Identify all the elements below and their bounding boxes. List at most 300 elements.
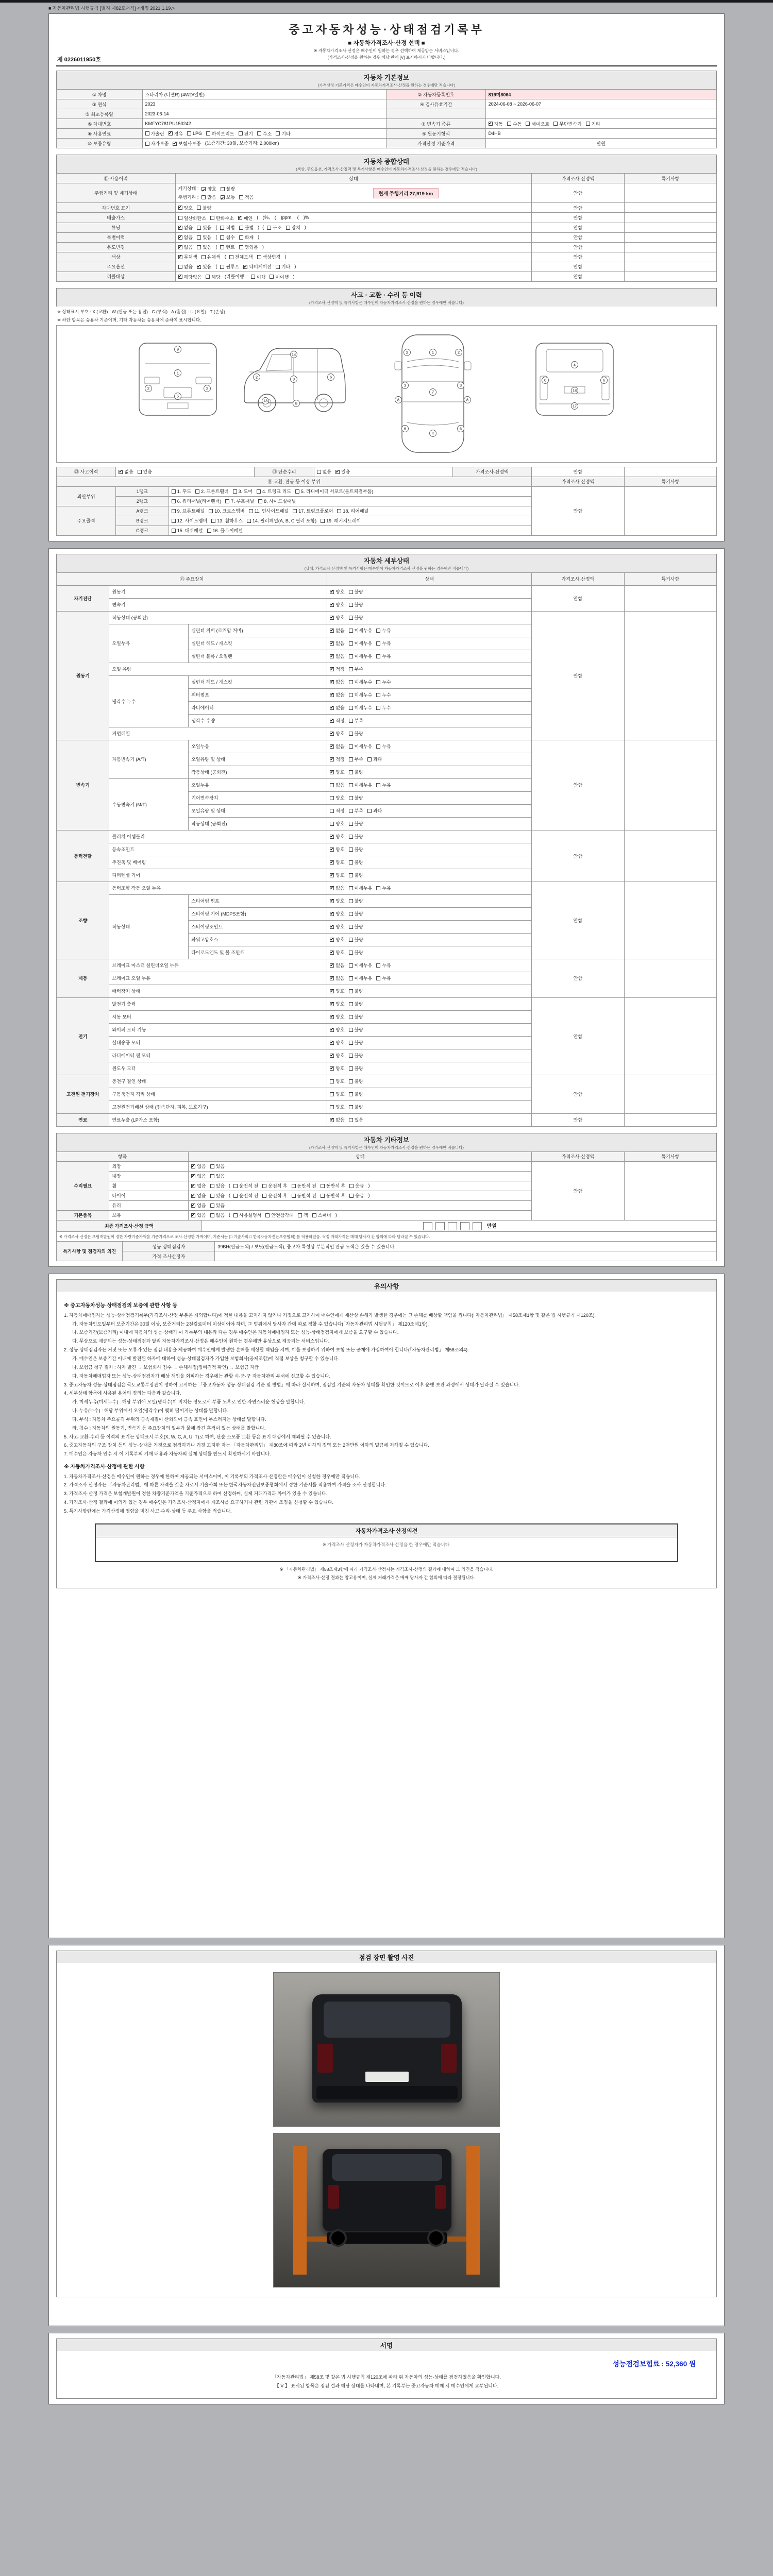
unchecked-checkbox-icon[interactable] xyxy=(210,1174,214,1178)
unchecked-checkbox-icon[interactable] xyxy=(292,1194,296,1198)
unchecked-checkbox-icon[interactable] xyxy=(210,1204,214,1208)
unchecked-checkbox-icon[interactable] xyxy=(376,654,380,658)
unchecked-checkbox-icon[interactable] xyxy=(376,693,380,697)
unchecked-checkbox-icon[interactable] xyxy=(209,509,213,513)
checkbox-없음[interactable] xyxy=(330,975,344,981)
checkbox-있음[interactable] xyxy=(197,224,211,231)
unchecked-checkbox-icon[interactable] xyxy=(145,142,149,146)
checkbox-10. 크로스멤버[interactable] xyxy=(209,507,244,514)
checkbox-응급[interactable] xyxy=(349,1192,364,1199)
checkbox-해당없음[interactable] xyxy=(178,274,202,280)
checked-checkbox-icon[interactable] xyxy=(330,1054,334,1058)
checkbox-양호[interactable] xyxy=(178,205,193,211)
unchecked-checkbox-icon[interactable] xyxy=(376,706,380,710)
unchecked-checkbox-icon[interactable] xyxy=(210,1194,214,1198)
unchecked-checkbox-icon[interactable] xyxy=(367,757,372,761)
unchecked-checkbox-icon[interactable] xyxy=(349,667,353,671)
unchecked-checkbox-icon[interactable] xyxy=(220,265,224,269)
checkbox-불량[interactable] xyxy=(349,730,363,737)
unchecked-checkbox-icon[interactable] xyxy=(330,809,334,813)
checkbox-11. 인사이드패널[interactable] xyxy=(249,507,289,514)
unchecked-checkbox-icon[interactable] xyxy=(197,226,201,230)
unchecked-checkbox-icon[interactable] xyxy=(321,1194,325,1198)
unchecked-checkbox-icon[interactable] xyxy=(376,629,380,633)
checkbox-있음[interactable] xyxy=(210,1163,225,1170)
checkbox-불량[interactable] xyxy=(349,859,363,866)
checkbox-양호[interactable] xyxy=(330,1013,344,1020)
checked-checkbox-icon[interactable] xyxy=(197,265,201,269)
checkbox-없음[interactable] xyxy=(330,743,344,750)
unchecked-checkbox-icon[interactable] xyxy=(321,1184,325,1188)
unchecked-checkbox-icon[interactable] xyxy=(349,744,353,749)
unchecked-checkbox-icon[interactable] xyxy=(257,131,261,135)
checkbox-불량[interactable] xyxy=(349,1065,363,1072)
checked-checkbox-icon[interactable] xyxy=(330,1118,334,1122)
checkbox-12. 사이드멤버[interactable] xyxy=(172,517,207,524)
checkbox-자가보증[interactable] xyxy=(145,140,169,147)
unchecked-checkbox-icon[interactable] xyxy=(376,976,380,980)
checkbox-불량[interactable] xyxy=(349,910,363,917)
checkbox-없음[interactable] xyxy=(119,468,133,475)
checkbox-14. 필러패널(A, B, C 필러 포함)[interactable] xyxy=(247,517,316,524)
checkbox-무단변속기[interactable] xyxy=(553,121,581,127)
checkbox-불량[interactable] xyxy=(197,205,211,211)
unchecked-checkbox-icon[interactable] xyxy=(349,1105,353,1109)
checkbox-없음[interactable] xyxy=(330,1116,344,1123)
checkbox-기타[interactable] xyxy=(276,130,290,137)
checkbox-동반석 전[interactable] xyxy=(292,1192,316,1199)
checkbox-있음[interactable] xyxy=(210,1202,225,1209)
checkbox-있음[interactable] xyxy=(191,1212,206,1218)
checkbox-불량[interactable] xyxy=(349,936,363,943)
checkbox-미세누유[interactable] xyxy=(349,640,373,647)
unchecked-checkbox-icon[interactable] xyxy=(210,1164,214,1168)
checked-checkbox-icon[interactable] xyxy=(173,142,177,146)
checkbox-적정[interactable] xyxy=(330,756,344,762)
unchecked-checkbox-icon[interactable] xyxy=(337,509,341,513)
unchecked-checkbox-icon[interactable] xyxy=(507,122,511,126)
checked-checkbox-icon[interactable] xyxy=(335,470,340,474)
checkbox-매연[interactable] xyxy=(238,215,253,222)
unchecked-checkbox-icon[interactable] xyxy=(349,719,353,723)
unchecked-checkbox-icon[interactable] xyxy=(376,783,380,787)
checked-checkbox-icon[interactable] xyxy=(330,1066,334,1071)
checkbox-불량[interactable] xyxy=(349,846,363,853)
checkbox-양호[interactable] xyxy=(330,1104,344,1110)
checkbox-없음[interactable] xyxy=(191,1182,206,1189)
checkbox-불량[interactable] xyxy=(349,794,363,801)
checked-checkbox-icon[interactable] xyxy=(330,989,334,993)
unchecked-checkbox-icon[interactable] xyxy=(349,629,353,633)
unchecked-checkbox-icon[interactable] xyxy=(526,122,530,126)
checked-checkbox-icon[interactable] xyxy=(178,255,182,259)
unchecked-checkbox-icon[interactable] xyxy=(349,1054,353,1058)
checkbox-미세누유[interactable] xyxy=(349,743,373,750)
checkbox-불량[interactable] xyxy=(349,949,363,956)
checked-checkbox-icon[interactable] xyxy=(330,1002,334,1006)
checked-checkbox-icon[interactable] xyxy=(191,1194,195,1198)
unchecked-checkbox-icon[interactable] xyxy=(349,809,353,813)
checkbox-없음[interactable] xyxy=(330,627,344,634)
checked-checkbox-icon[interactable] xyxy=(178,226,182,230)
checkbox-LPG[interactable] xyxy=(187,131,202,136)
unchecked-checkbox-icon[interactable] xyxy=(349,783,353,787)
checkbox-없음[interactable] xyxy=(330,653,344,659)
checkbox-없음[interactable] xyxy=(330,704,344,711)
unchecked-checkbox-icon[interactable] xyxy=(201,255,206,259)
unchecked-checkbox-icon[interactable] xyxy=(172,529,176,533)
checkbox-불량[interactable] xyxy=(349,1052,363,1059)
checkbox-양호[interactable] xyxy=(330,859,344,866)
unchecked-checkbox-icon[interactable] xyxy=(206,275,210,279)
unchecked-checkbox-icon[interactable] xyxy=(172,519,176,523)
checkbox-6. 쿼터패널(리어휀더)[interactable] xyxy=(172,498,222,504)
checkbox-없음[interactable] xyxy=(191,1163,206,1170)
checkbox-누유[interactable] xyxy=(376,627,391,634)
checkbox-미세누유[interactable] xyxy=(349,975,373,981)
checkbox-16. 플로어패널[interactable] xyxy=(207,527,243,534)
unchecked-checkbox-icon[interactable] xyxy=(330,783,334,787)
unchecked-checkbox-icon[interactable] xyxy=(195,489,199,494)
unchecked-checkbox-icon[interactable] xyxy=(349,1041,353,1045)
checked-checkbox-icon[interactable] xyxy=(330,963,334,968)
unchecked-checkbox-icon[interactable] xyxy=(267,226,271,230)
unchecked-checkbox-icon[interactable] xyxy=(349,873,353,877)
checkbox-누유[interactable] xyxy=(376,885,391,891)
checked-checkbox-icon[interactable] xyxy=(191,1204,195,1208)
checked-checkbox-icon[interactable] xyxy=(169,131,173,135)
checkbox-불량[interactable] xyxy=(349,833,363,840)
unchecked-checkbox-icon[interactable] xyxy=(257,255,261,259)
checkbox-스패너[interactable] xyxy=(312,1212,331,1218)
unchecked-checkbox-icon[interactable] xyxy=(349,822,353,826)
checkbox-13. 휠하우스[interactable] xyxy=(211,517,243,524)
checked-checkbox-icon[interactable] xyxy=(330,848,334,852)
checkbox-있음[interactable] xyxy=(335,468,350,475)
unchecked-checkbox-icon[interactable] xyxy=(349,693,353,697)
checkbox-운전석 전[interactable] xyxy=(233,1192,258,1199)
checkbox-누수[interactable] xyxy=(376,704,391,711)
unchecked-checkbox-icon[interactable] xyxy=(349,860,353,865)
unchecked-checkbox-icon[interactable] xyxy=(276,131,280,135)
unchecked-checkbox-icon[interactable] xyxy=(312,1213,316,1217)
unchecked-checkbox-icon[interactable] xyxy=(292,1184,296,1188)
checkbox-불량[interactable] xyxy=(349,820,363,827)
checkbox-17. 트렁크플로어[interactable] xyxy=(293,507,333,514)
checkbox-불량[interactable] xyxy=(349,897,363,904)
unchecked-checkbox-icon[interactable] xyxy=(349,835,353,839)
checkbox-세미오토[interactable] xyxy=(526,121,549,127)
checkbox-누유[interactable] xyxy=(376,782,391,788)
unchecked-checkbox-icon[interactable] xyxy=(178,265,182,269)
checkbox-누유[interactable] xyxy=(376,743,391,750)
unchecked-checkbox-icon[interactable] xyxy=(172,499,176,503)
checked-checkbox-icon[interactable] xyxy=(330,590,334,594)
checked-checkbox-icon[interactable] xyxy=(330,757,334,761)
unchecked-checkbox-icon[interactable] xyxy=(349,1118,353,1122)
checkbox-적정[interactable] xyxy=(330,666,344,672)
checkbox-장치[interactable] xyxy=(286,224,300,231)
unchecked-checkbox-icon[interactable] xyxy=(247,519,251,523)
checkbox-불량[interactable] xyxy=(349,769,363,775)
checkbox-렌트[interactable] xyxy=(220,244,234,250)
checkbox-양호[interactable] xyxy=(330,1052,344,1059)
checkbox-미이행[interactable] xyxy=(270,274,289,280)
unchecked-checkbox-icon[interactable] xyxy=(276,265,280,269)
checkbox-기타[interactable] xyxy=(586,121,600,127)
unchecked-checkbox-icon[interactable] xyxy=(293,509,297,513)
unchecked-checkbox-icon[interactable] xyxy=(330,1079,334,1083)
checkbox-사용설명서[interactable] xyxy=(233,1212,261,1218)
unchecked-checkbox-icon[interactable] xyxy=(178,216,182,220)
checkbox-양호[interactable] xyxy=(330,949,344,956)
checkbox-자동[interactable] xyxy=(489,121,503,127)
checkbox-유채색[interactable] xyxy=(201,253,221,260)
checkbox-불량[interactable] xyxy=(349,1039,363,1046)
checkbox-양호[interactable] xyxy=(330,897,344,904)
checkbox-네비게이션[interactable] xyxy=(243,263,271,270)
unchecked-checkbox-icon[interactable] xyxy=(145,131,149,135)
checkbox-불량[interactable] xyxy=(349,923,363,930)
checkbox-양호[interactable] xyxy=(330,588,344,595)
checkbox-구조[interactable] xyxy=(267,224,281,231)
unchecked-checkbox-icon[interactable] xyxy=(349,848,353,852)
unchecked-checkbox-icon[interactable] xyxy=(233,1184,238,1188)
checked-checkbox-icon[interactable] xyxy=(489,122,493,126)
checkbox-전기[interactable] xyxy=(239,130,253,137)
checkbox-있음[interactable] xyxy=(138,468,152,475)
checkbox-양호[interactable] xyxy=(330,820,344,827)
checked-checkbox-icon[interactable] xyxy=(330,860,334,865)
checkbox-19. 패키지트레이[interactable] xyxy=(321,517,361,524)
checkbox-양호[interactable] xyxy=(330,1091,344,1097)
checkbox-있음[interactable] xyxy=(197,244,211,250)
unchecked-checkbox-icon[interactable] xyxy=(376,641,380,646)
checkbox-적정[interactable] xyxy=(330,717,344,724)
unchecked-checkbox-icon[interactable] xyxy=(330,822,334,826)
checkbox-양호[interactable] xyxy=(330,846,344,853)
checkbox-응급[interactable] xyxy=(349,1182,364,1189)
checkbox-없음[interactable] xyxy=(330,691,344,698)
checked-checkbox-icon[interactable] xyxy=(330,719,334,723)
unchecked-checkbox-icon[interactable] xyxy=(220,245,224,249)
checkbox-누수[interactable] xyxy=(376,691,391,698)
checkbox-있음[interactable] xyxy=(197,234,211,241)
unchecked-checkbox-icon[interactable] xyxy=(321,519,325,523)
checkbox-없음[interactable] xyxy=(191,1173,206,1179)
checkbox-불량[interactable] xyxy=(349,1013,363,1020)
checkbox-있음[interactable] xyxy=(197,263,211,270)
unchecked-checkbox-icon[interactable] xyxy=(349,1028,353,1032)
checkbox-양호[interactable] xyxy=(330,1001,344,1007)
checkbox-1. 후드[interactable] xyxy=(172,488,191,495)
unchecked-checkbox-icon[interactable] xyxy=(349,641,353,646)
checkbox-미세누유[interactable] xyxy=(349,627,373,634)
checkbox-적정[interactable] xyxy=(330,807,344,814)
unchecked-checkbox-icon[interactable] xyxy=(349,1092,353,1096)
unchecked-checkbox-icon[interactable] xyxy=(197,235,201,240)
checkbox-5. 라디에이터 서포트(볼트체결부품)[interactable] xyxy=(295,488,373,495)
unchecked-checkbox-icon[interactable] xyxy=(239,226,243,230)
checkbox-화재[interactable] xyxy=(239,234,254,241)
unchecked-checkbox-icon[interactable] xyxy=(330,1092,334,1096)
unchecked-checkbox-icon[interactable] xyxy=(349,1194,354,1198)
unchecked-checkbox-icon[interactable] xyxy=(349,912,353,916)
checkbox-양호[interactable] xyxy=(330,872,344,878)
unchecked-checkbox-icon[interactable] xyxy=(206,131,210,135)
checked-checkbox-icon[interactable] xyxy=(330,925,334,929)
checkbox-불량[interactable] xyxy=(349,1026,363,1033)
checked-checkbox-icon[interactable] xyxy=(330,616,334,620)
checkbox-없음[interactable] xyxy=(178,224,193,231)
checkbox-동반석 후[interactable] xyxy=(321,1192,345,1199)
checkbox-부족[interactable] xyxy=(349,666,363,672)
checked-checkbox-icon[interactable] xyxy=(330,873,334,877)
unchecked-checkbox-icon[interactable] xyxy=(211,519,215,523)
checkbox-하이브리드[interactable] xyxy=(206,130,234,137)
unchecked-checkbox-icon[interactable] xyxy=(257,489,261,494)
checked-checkbox-icon[interactable] xyxy=(330,770,334,774)
checked-checkbox-icon[interactable] xyxy=(119,470,123,474)
checkbox-없음[interactable] xyxy=(330,640,344,647)
checkbox-미세누유[interactable] xyxy=(349,885,373,891)
checkbox-보통[interactable] xyxy=(221,193,235,201)
unchecked-checkbox-icon[interactable] xyxy=(349,706,353,710)
checked-checkbox-icon[interactable] xyxy=(178,235,182,240)
checkbox-불량[interactable] xyxy=(349,1104,363,1110)
checkbox-양호[interactable] xyxy=(201,185,216,193)
checkbox-양호[interactable] xyxy=(330,1078,344,1084)
unchecked-checkbox-icon[interactable] xyxy=(349,1002,353,1006)
checked-checkbox-icon[interactable] xyxy=(191,1184,195,1188)
unchecked-checkbox-icon[interactable] xyxy=(221,187,225,191)
unchecked-checkbox-icon[interactable] xyxy=(349,899,353,903)
checkbox-없음[interactable] xyxy=(330,885,344,891)
checkbox-불량[interactable] xyxy=(349,1078,363,1084)
checkbox-가솔린[interactable] xyxy=(145,130,164,137)
checkbox-불량[interactable] xyxy=(349,872,363,878)
checkbox-양호[interactable] xyxy=(330,910,344,917)
unchecked-checkbox-icon[interactable] xyxy=(201,195,206,199)
checkbox-동반석 후[interactable] xyxy=(321,1182,345,1189)
checked-checkbox-icon[interactable] xyxy=(178,206,182,210)
checkbox-있음[interactable] xyxy=(210,1182,225,1189)
unchecked-checkbox-icon[interactable] xyxy=(295,489,299,494)
unchecked-checkbox-icon[interactable] xyxy=(376,680,380,684)
checkbox-4. 트렁크 리드[interactable] xyxy=(257,488,291,495)
checked-checkbox-icon[interactable] xyxy=(330,680,334,684)
checkbox-이행[interactable] xyxy=(251,274,265,280)
checkbox-영업용[interactable] xyxy=(239,244,258,250)
checkbox-있음[interactable] xyxy=(349,1116,363,1123)
unchecked-checkbox-icon[interactable] xyxy=(249,509,253,513)
unchecked-checkbox-icon[interactable] xyxy=(138,470,142,474)
unchecked-checkbox-icon[interactable] xyxy=(349,770,353,774)
checkbox-불량[interactable] xyxy=(349,988,363,994)
unchecked-checkbox-icon[interactable] xyxy=(349,1184,354,1188)
checkbox-양호[interactable] xyxy=(330,833,344,840)
checkbox-부족[interactable] xyxy=(349,717,363,724)
checked-checkbox-icon[interactable] xyxy=(330,654,334,658)
unchecked-checkbox-icon[interactable] xyxy=(210,216,214,220)
checkbox-부족[interactable] xyxy=(349,807,363,814)
checked-checkbox-icon[interactable] xyxy=(330,667,334,671)
checkbox-누유[interactable] xyxy=(376,653,391,659)
checkbox-운전석 후[interactable] xyxy=(262,1192,287,1199)
unchecked-checkbox-icon[interactable] xyxy=(330,796,334,800)
unchecked-checkbox-icon[interactable] xyxy=(349,796,353,800)
unchecked-checkbox-icon[interactable] xyxy=(367,809,372,813)
unchecked-checkbox-icon[interactable] xyxy=(349,1066,353,1071)
checkbox-없음[interactable] xyxy=(317,468,331,475)
checked-checkbox-icon[interactable] xyxy=(330,732,334,736)
checked-checkbox-icon[interactable] xyxy=(178,275,182,279)
unchecked-checkbox-icon[interactable] xyxy=(349,603,353,607)
checkbox-양호[interactable] xyxy=(330,936,344,943)
checkbox-불량[interactable] xyxy=(349,614,363,621)
unchecked-checkbox-icon[interactable] xyxy=(349,951,353,955)
unchecked-checkbox-icon[interactable] xyxy=(376,886,380,890)
unchecked-checkbox-icon[interactable] xyxy=(251,275,255,279)
unchecked-checkbox-icon[interactable] xyxy=(220,235,224,240)
checkbox-불량[interactable] xyxy=(349,1001,363,1007)
unchecked-checkbox-icon[interactable] xyxy=(229,255,233,259)
checkbox-부족[interactable] xyxy=(349,756,363,762)
checkbox-누유[interactable] xyxy=(376,640,391,647)
checked-checkbox-icon[interactable] xyxy=(330,1015,334,1019)
checkbox-운전석 후[interactable] xyxy=(262,1182,287,1189)
unchecked-checkbox-icon[interactable] xyxy=(207,529,211,533)
unchecked-checkbox-icon[interactable] xyxy=(349,963,353,968)
unchecked-checkbox-icon[interactable] xyxy=(349,590,353,594)
checkbox-2. 프론트휀더[interactable] xyxy=(195,488,228,495)
checkbox-7. 루프패널[interactable] xyxy=(225,498,254,504)
checkbox-불량[interactable] xyxy=(221,185,235,193)
unchecked-checkbox-icon[interactable] xyxy=(172,509,176,513)
unchecked-checkbox-icon[interactable] xyxy=(349,925,353,929)
unchecked-checkbox-icon[interactable] xyxy=(210,1184,214,1188)
checkbox-불량[interactable] xyxy=(349,1091,363,1097)
checkbox-양호[interactable] xyxy=(330,730,344,737)
checked-checkbox-icon[interactable] xyxy=(191,1174,195,1178)
checkbox-양호[interactable] xyxy=(330,1039,344,1046)
checkbox-일산화탄소[interactable] xyxy=(178,215,206,222)
checkbox-3. 도어[interactable] xyxy=(233,488,253,495)
checked-checkbox-icon[interactable] xyxy=(330,912,334,916)
checked-checkbox-icon[interactable] xyxy=(178,245,182,249)
checked-checkbox-icon[interactable] xyxy=(330,886,334,890)
checkbox-있음[interactable] xyxy=(210,1192,225,1199)
unchecked-checkbox-icon[interactable] xyxy=(330,1105,334,1109)
unchecked-checkbox-icon[interactable] xyxy=(349,757,353,761)
checkbox-양호[interactable] xyxy=(330,923,344,930)
checkbox-수소[interactable] xyxy=(257,130,272,137)
checkbox-없음[interactable] xyxy=(330,782,344,788)
checkbox-경유[interactable] xyxy=(169,130,183,137)
unchecked-checkbox-icon[interactable] xyxy=(286,226,290,230)
unchecked-checkbox-icon[interactable] xyxy=(172,489,176,494)
checkbox-없음[interactable] xyxy=(210,1212,225,1218)
unchecked-checkbox-icon[interactable] xyxy=(197,245,201,249)
checkbox-양호[interactable] xyxy=(330,988,344,994)
checkbox-해당[interactable] xyxy=(206,274,220,280)
checkbox-누수[interactable] xyxy=(376,679,391,685)
unchecked-checkbox-icon[interactable] xyxy=(262,1184,266,1188)
unchecked-checkbox-icon[interactable] xyxy=(376,744,380,749)
checkbox-침수[interactable] xyxy=(220,234,234,241)
checkbox-8. 사이드실패널[interactable] xyxy=(258,498,296,504)
checked-checkbox-icon[interactable] xyxy=(330,835,334,839)
